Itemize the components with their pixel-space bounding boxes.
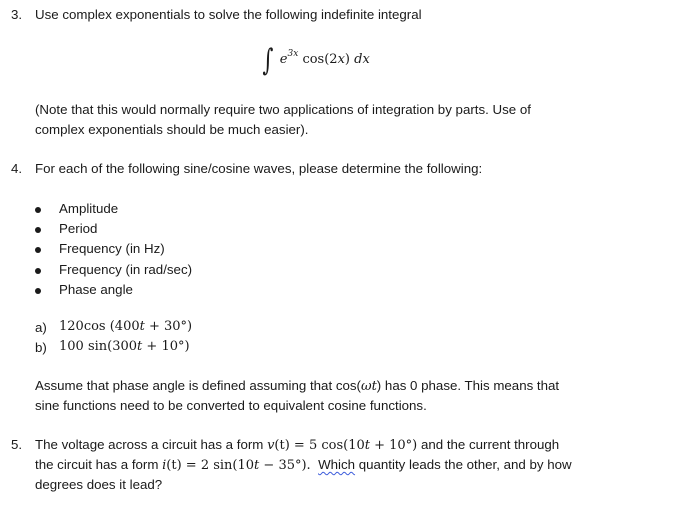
question-3-number: 3. xyxy=(11,7,23,22)
q5-math-part: = 5 cos(10 xyxy=(289,438,365,453)
q5-math xyxy=(274,438,417,453)
q5-math-part: t xyxy=(364,438,370,453)
integral-base: e xyxy=(279,52,288,67)
q5-math-part: t xyxy=(254,458,260,473)
wave-coef: 100 sin xyxy=(59,339,108,354)
assumption-math: ωt xyxy=(360,379,377,394)
integral-exponent: 3x xyxy=(287,49,299,59)
q5-math-part: + 10°) xyxy=(369,438,418,453)
q5-math-part: (t) xyxy=(166,458,182,473)
integral-differential: dx xyxy=(354,52,370,67)
integral-arg-close: ) xyxy=(344,52,350,67)
integral-arg: (2 xyxy=(324,52,338,67)
q5-text: quantity leads the other, and by how xyxy=(355,457,572,472)
q5-math-part: (t) xyxy=(274,438,290,453)
wave-var: t xyxy=(139,319,145,334)
wave-open: (400 xyxy=(105,319,140,334)
wave-rest: + 10°) xyxy=(142,339,190,354)
integral-sign: ∫ xyxy=(262,43,274,78)
question-4-number: 4. xyxy=(11,161,23,176)
bullet-icon xyxy=(35,227,41,233)
question-3-note-line2: complex exponentials should be much easier). xyxy=(35,122,309,137)
assumption-text: ) has 0 phase. This means that xyxy=(376,378,560,393)
bullet-icon xyxy=(35,247,41,253)
integral-arg-var: x xyxy=(337,52,345,67)
wave-item-expression xyxy=(59,319,192,334)
question-4-prompt: For each of the following sine/cosine waves, please determine the following: xyxy=(35,161,483,176)
q5-math-part: − 35°). xyxy=(259,458,311,473)
q5-text: The voltage across a circuit has a form xyxy=(35,437,268,452)
bullet-icon xyxy=(35,207,41,213)
voltage-symbol: v xyxy=(267,438,275,453)
question-3-note-line1: (Note that this would normally require two applications of integration by parts. Use of xyxy=(35,102,531,117)
assumption-text: Assume that phase angle is defined assuming that cos( xyxy=(35,378,361,393)
wave-rest: + 30°) xyxy=(144,319,193,334)
question-5-line1 xyxy=(35,437,559,453)
question-5-number: 5. xyxy=(11,437,23,452)
spellcheck-flagged-word[interactable]: Which xyxy=(318,457,356,472)
question-3-prompt: Use complex exponentials to solve the following indefinite integral xyxy=(35,7,422,22)
bullet-label: Frequency (in Hz) xyxy=(59,241,165,256)
assumption-line2: sine functions need to be converted to equivalent cosine functions. xyxy=(35,398,427,413)
wave-item-label: b) xyxy=(35,340,47,355)
wave-coef: 120cos xyxy=(59,319,106,334)
bullet-label: Amplitude xyxy=(59,201,119,216)
bullet-label: Frequency (in rad/sec) xyxy=(59,262,193,277)
question-5-line3: degrees does it lead? xyxy=(35,477,163,492)
wave-item-label: a) xyxy=(35,320,47,335)
question-5-line2 xyxy=(35,457,572,473)
integral-func: cos xyxy=(302,52,325,67)
integral-expression xyxy=(260,43,370,78)
bullet-label: Phase angle xyxy=(59,282,133,297)
q5-math xyxy=(166,458,310,473)
current-symbol: i xyxy=(162,458,167,473)
wave-open: (300 xyxy=(107,339,138,354)
wave-item-expression xyxy=(59,339,190,354)
q5-math-part: = 2 sin(10 xyxy=(181,458,255,473)
q5-text: the circuit has a form xyxy=(35,457,163,472)
bullet-icon xyxy=(35,288,41,294)
q5-text: and the current through xyxy=(417,437,560,452)
wave-var: t xyxy=(137,339,143,354)
bullet-label: Period xyxy=(59,221,98,236)
assumption-line1 xyxy=(35,378,559,394)
bullet-icon xyxy=(35,268,41,274)
